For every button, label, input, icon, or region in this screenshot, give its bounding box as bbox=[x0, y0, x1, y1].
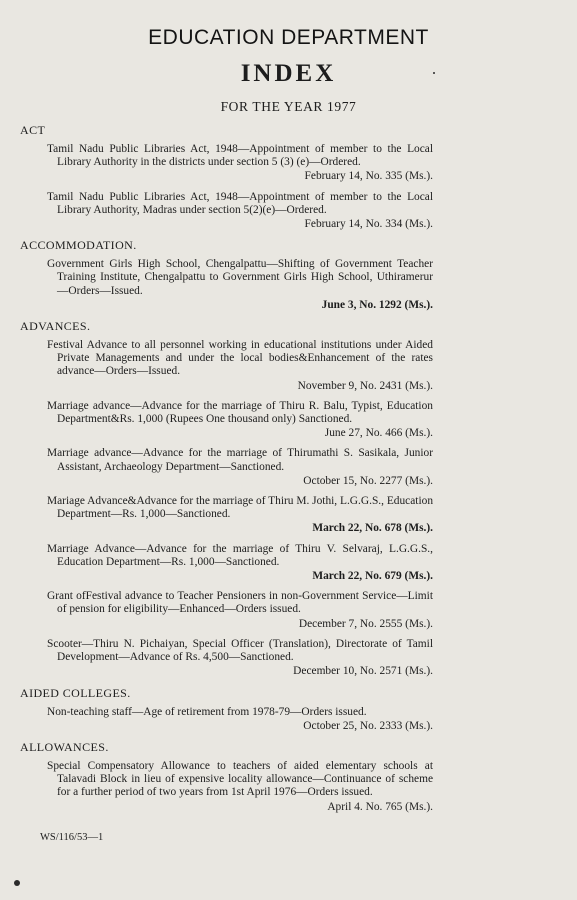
print-speck bbox=[14, 880, 20, 886]
index-entry bbox=[47, 543, 433, 584]
year-line: FOR THE YEAR 1977 bbox=[220, 99, 357, 114]
entry-reference: February 14, No. 335 (Ms.). bbox=[304, 170, 433, 183]
index-section bbox=[20, 319, 450, 678]
entry-text: Marriage advance—Advance for the marriage of Thiru R. Balu, Typist, Education Department&Rs. 1,000 (Rupees One thousand only) Sanctioned. bbox=[47, 399, 433, 426]
index-section bbox=[20, 123, 450, 231]
entry-reference: December 7, No. 2555 (Ms.). bbox=[298, 617, 433, 630]
entry-reference: December 10, No. 2571 (Ms.). bbox=[293, 665, 433, 678]
entry-text: Non-teaching staff—Age of retirement from 1978-79—Orders issued. bbox=[47, 705, 367, 718]
index-title: INDEX bbox=[240, 60, 337, 87]
index-entry bbox=[47, 495, 433, 536]
index-entry bbox=[47, 638, 433, 679]
entry-text: Tamil Nadu Public Libraries Act, 1948—Appointment of member to the Local Library Authority, Madras under section 5(2)(e)—Ordered. bbox=[47, 190, 433, 216]
entry-text: Grant ofFestival advance to Teacher Pensioners in non-Government Service—Limit of pension for eligibility—Enhanced—Orders issued. bbox=[47, 590, 433, 616]
entry-text: Scooter—Thiru N. Pichaiyan, Special Officer (Translation), Directorate of Tamil Development—Advance of Rs. 4,500—Sanctioned. bbox=[47, 637, 433, 664]
entry-text: Marriage advance—Advance for the marriage of Thirumathi S. Sasikala, Junior Assistant, Archaeology Department—Sanctioned. bbox=[47, 447, 433, 473]
print-speck bbox=[433, 72, 435, 74]
index-entry bbox=[47, 191, 433, 232]
section-heading: ACT bbox=[20, 123, 46, 137]
entry-reference: November 9, No. 2431 (Ms.). bbox=[297, 379, 433, 392]
index-entry bbox=[47, 143, 433, 184]
section-heading: AIDED COLLEGES. bbox=[20, 685, 131, 700]
index-section bbox=[20, 238, 450, 312]
entry-reference: October 15, No. 2277 (Ms.). bbox=[303, 474, 433, 487]
index-entry bbox=[47, 339, 433, 393]
index-section bbox=[20, 740, 450, 814]
entry-text: Government Girls High School, Chengalpattu—Shifting of Government Teacher Training Institute, Chengalpattu to Government Girls High School, Uthiramerur—Orders—Issued. bbox=[47, 258, 433, 297]
entry-text: Mariage Advance&Advance for the marriage of Thiru M. Jothi, L.G.G.S., Education Department—Rs. 1,000—Sanctioned. bbox=[47, 495, 434, 521]
department-heading: EDUCATION DEPARTMENT bbox=[148, 26, 429, 49]
index-content bbox=[20, 123, 450, 821]
entry-reference: June 3, No. 1292 (Ms.). bbox=[321, 298, 433, 311]
entry-reference: April 4. No. 765 (Ms.). bbox=[327, 800, 433, 813]
entry-reference: March 22, No. 678 (Ms.). bbox=[312, 522, 433, 535]
index-entry bbox=[47, 706, 433, 733]
index-entry bbox=[47, 447, 433, 488]
section-heading: ALLOWANCES. bbox=[20, 739, 109, 754]
index-entry bbox=[47, 258, 433, 312]
index-section bbox=[20, 686, 450, 733]
entry-text: Festival Advance to all personnel working in educational institutions under Aided Private Managements and under the local bodies&Enhancement of the rates advance—Orders—Issued. bbox=[47, 339, 433, 378]
entry-reference: February 14, No. 334 (Ms.). bbox=[304, 218, 433, 231]
section-heading: ADVANCES. bbox=[20, 319, 91, 334]
entry-text: Special Compensatory Allowance to teachers of aided elementary schools at Talavadi Block in lieu of expensive locality allowance—Continuance of scheme for a further period of two years from 1st April 1976—Orders issued. bbox=[47, 759, 433, 799]
section-heading: ACCOMMODATION. bbox=[20, 238, 137, 253]
footer-code: WS/116/53—1 bbox=[40, 832, 104, 843]
entry-reference: October 25, No. 2333 (Ms.). bbox=[303, 719, 433, 732]
index-entry bbox=[47, 590, 433, 631]
index-entry bbox=[47, 760, 433, 814]
index-entry bbox=[47, 400, 433, 441]
entry-reference: June 27, No. 466 (Ms.). bbox=[324, 427, 433, 440]
entry-text: Marriage Advance—Advance for the marriage of Thiru V. Selvaraj, L.G.G.S., Education Department—Rs. 1,000—Sanctioned. bbox=[47, 542, 433, 568]
entry-reference: March 22, No. 679 (Ms.). bbox=[312, 570, 433, 583]
entry-text: Tamil Nadu Public Libraries Act, 1948—Appointment of member to the Local Library Authority in the districts under section 5 (3) (e)—Ordered. bbox=[47, 143, 433, 169]
